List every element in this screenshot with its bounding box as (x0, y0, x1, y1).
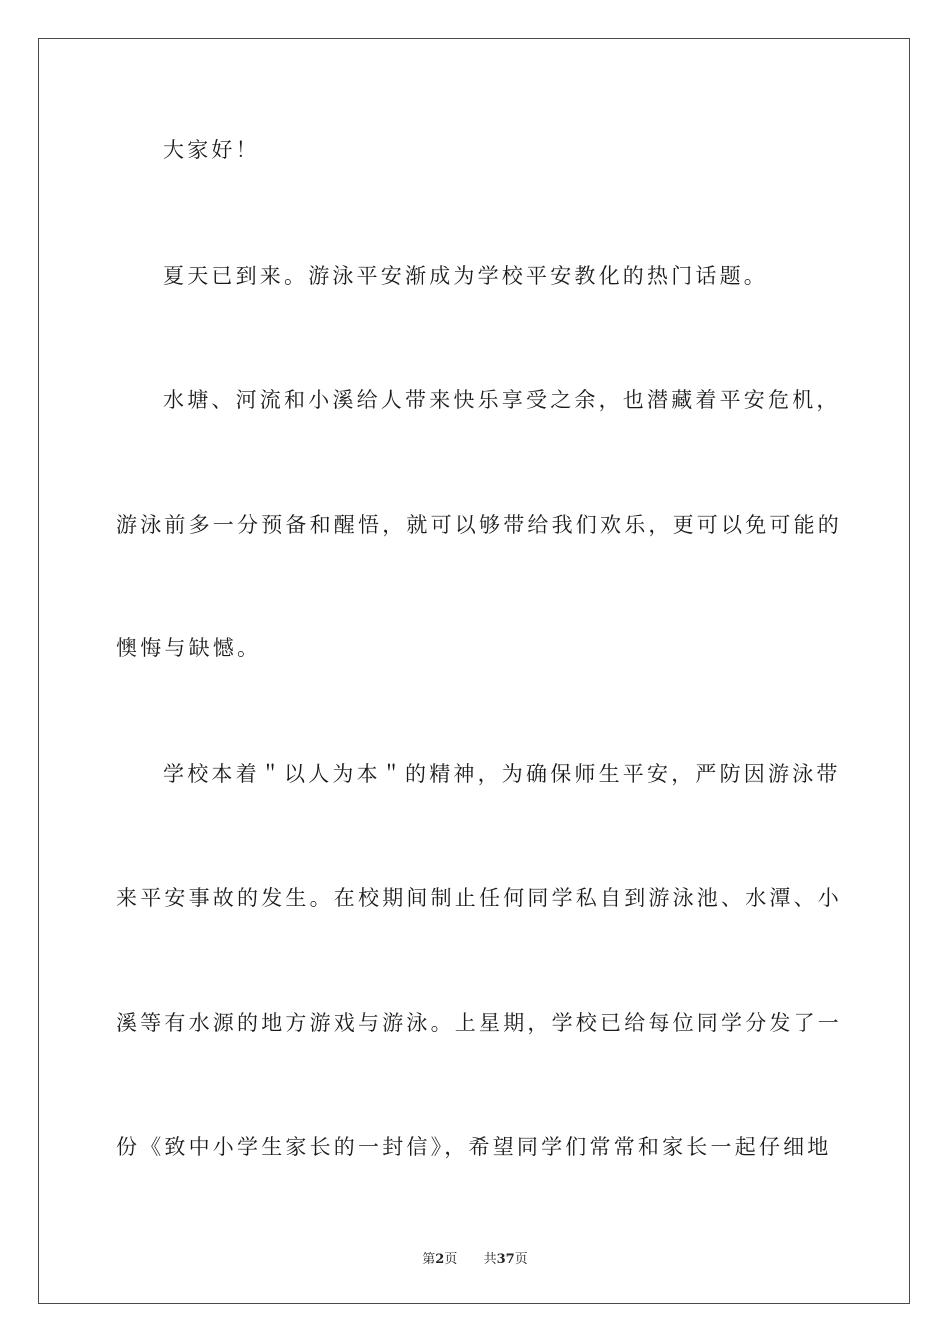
total-page-count: 37 (496, 1252, 515, 1267)
page-footer (0, 1248, 950, 1267)
page-suffix: 页 (444, 1252, 458, 1267)
current-page-number: 2 (435, 1252, 445, 1267)
page-prefix: 第 (422, 1252, 436, 1267)
paragraph-line: 水塘、河流和小溪给人带来快乐享受之余，也潜藏着平安危机， (163, 388, 841, 412)
total-prefix: 共 (483, 1252, 497, 1267)
paragraph-line: 份《致中小学生家长的一封信》，希望同学们常常和家长一起仔细地 (116, 1135, 832, 1159)
paragraph-line: 夏天已到来。游泳平安渐成为学校平安教化的热门话题。 (163, 264, 768, 288)
paragraph-line: 游泳前多一分预备和醒悟，就可以够带给我们欢乐，更可以免可能的 (116, 513, 842, 537)
paragraph-line: 来平安事故的发生。在校期间制止任何同学私自到游泳池、水潭、小 (116, 886, 842, 910)
page-frame (38, 38, 910, 1304)
greeting-line: 大家好！ (163, 138, 260, 162)
total-suffix: 页 (514, 1252, 528, 1267)
paragraph-line: 溪等有水源的地方游戏与游泳。上星期，学校已给每位同学分发了一 (116, 1011, 842, 1035)
paragraph-line: 学校本着＂以人为本＂的精神，为确保师生平安，严防因游泳带 (163, 762, 841, 786)
paragraph-line: 懊悔与缺憾。 (116, 636, 262, 660)
